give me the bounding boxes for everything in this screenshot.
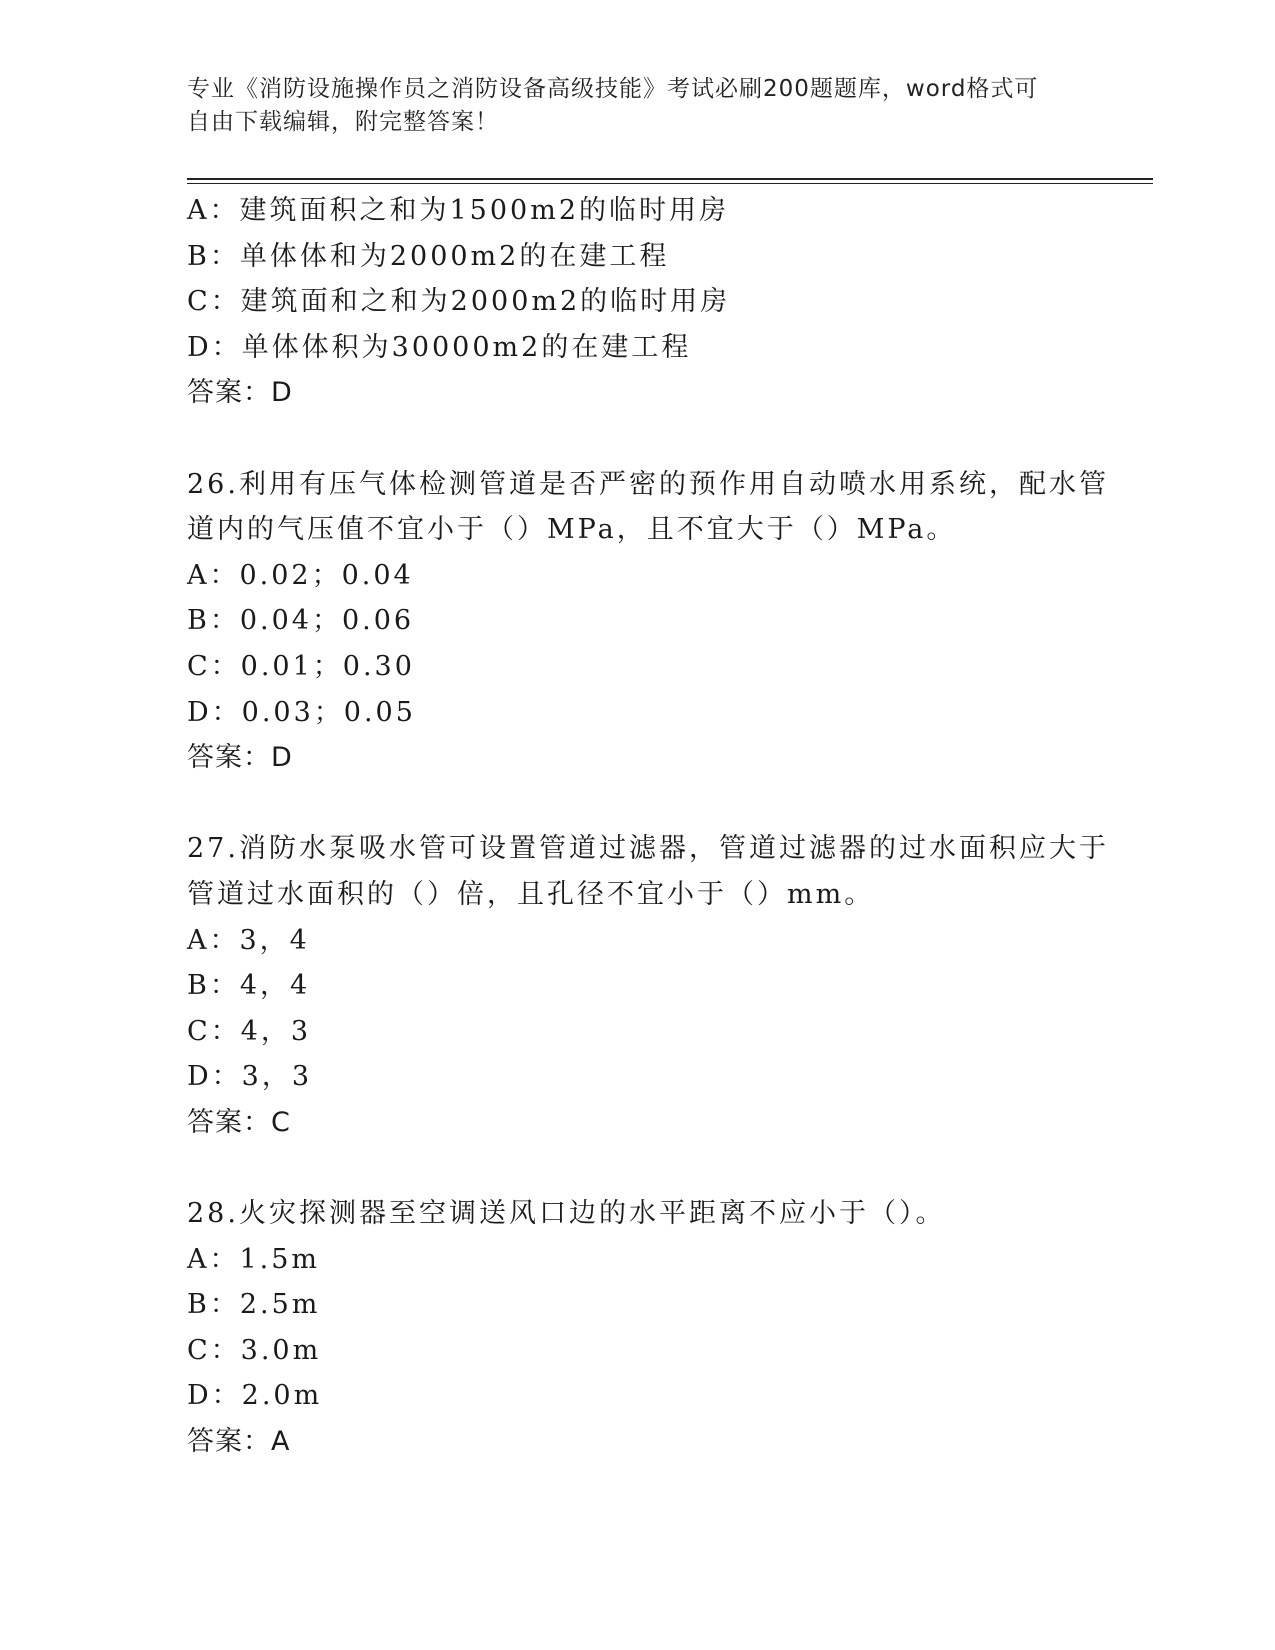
- option-d: D：单体体积为30000m2的在建工程: [187, 331, 692, 363]
- question-gap: [187, 781, 1087, 827]
- option-a: A：建筑面积之和为1500m2的临时用房: [187, 195, 729, 226]
- question-26-block: [187, 462, 1109, 781]
- question-stem: 26.利用有压气体检测管道是否严密的预作用自动喷水用系统，配水管: [187, 468, 1109, 500]
- option-d: D：0.03；0.05: [187, 696, 416, 728]
- answer: 答案：A: [187, 1426, 291, 1458]
- header-divider-thick: [187, 178, 1153, 180]
- answer: 答案：D: [187, 742, 293, 774]
- question-stem-continued: 管道过水面积的（）倍，且孔径不宜小于（）mm。: [187, 878, 875, 910]
- option-c: C：建筑面和之和为2000m2的临时用房: [187, 286, 731, 318]
- header-divider-thin: [187, 183, 1153, 184]
- option-a: A：0.02；0.04: [187, 559, 414, 591]
- option-b: B：单体体和为2000m2的在建工程: [187, 240, 670, 272]
- header-line-1: 专业《消防设施操作员之消防设备高级技能》考试必刷200题题库，word格式可: [187, 76, 1039, 102]
- option-c: C：4，3: [187, 1015, 312, 1047]
- question-stem: 27.消防水泵吸水管可设置管道过滤器，管道过滤器的过水面积应大于: [187, 833, 1109, 865]
- answer: 答案：D: [187, 377, 293, 409]
- question-25-block: [187, 188, 1087, 416]
- option-a: A：1.5m: [187, 1243, 321, 1275]
- option-d: D：2.0m: [187, 1380, 323, 1412]
- header-line-2: 自由下载编辑，附完整答案！: [187, 109, 499, 135]
- option-d: D：3，3: [187, 1061, 313, 1093]
- option-c: C：0.01；0.30: [187, 650, 415, 682]
- question-27-block: [187, 826, 1109, 1145]
- option-b: B：0.04；0.06: [187, 605, 415, 637]
- option-b: B：4，4: [187, 970, 311, 1002]
- option-c: C：3.0m: [187, 1334, 322, 1366]
- answer: 答案：C: [187, 1106, 291, 1138]
- question-stem: 28.火灾探测器至空调送风口边的水平距离不应小于（）。: [187, 1198, 946, 1230]
- question-stem-continued: 道内的气压值不宜小于（）MPa，且不宜大于（）MPa。: [187, 514, 957, 546]
- document-header: [187, 73, 1067, 139]
- option-a: A：3，4: [187, 924, 310, 956]
- question-gap: [187, 1145, 1087, 1191]
- question-28-block: [187, 1191, 1087, 1465]
- question-list: [187, 188, 1109, 1465]
- question-gap: [187, 416, 1087, 462]
- option-b: B：2.5m: [187, 1289, 321, 1321]
